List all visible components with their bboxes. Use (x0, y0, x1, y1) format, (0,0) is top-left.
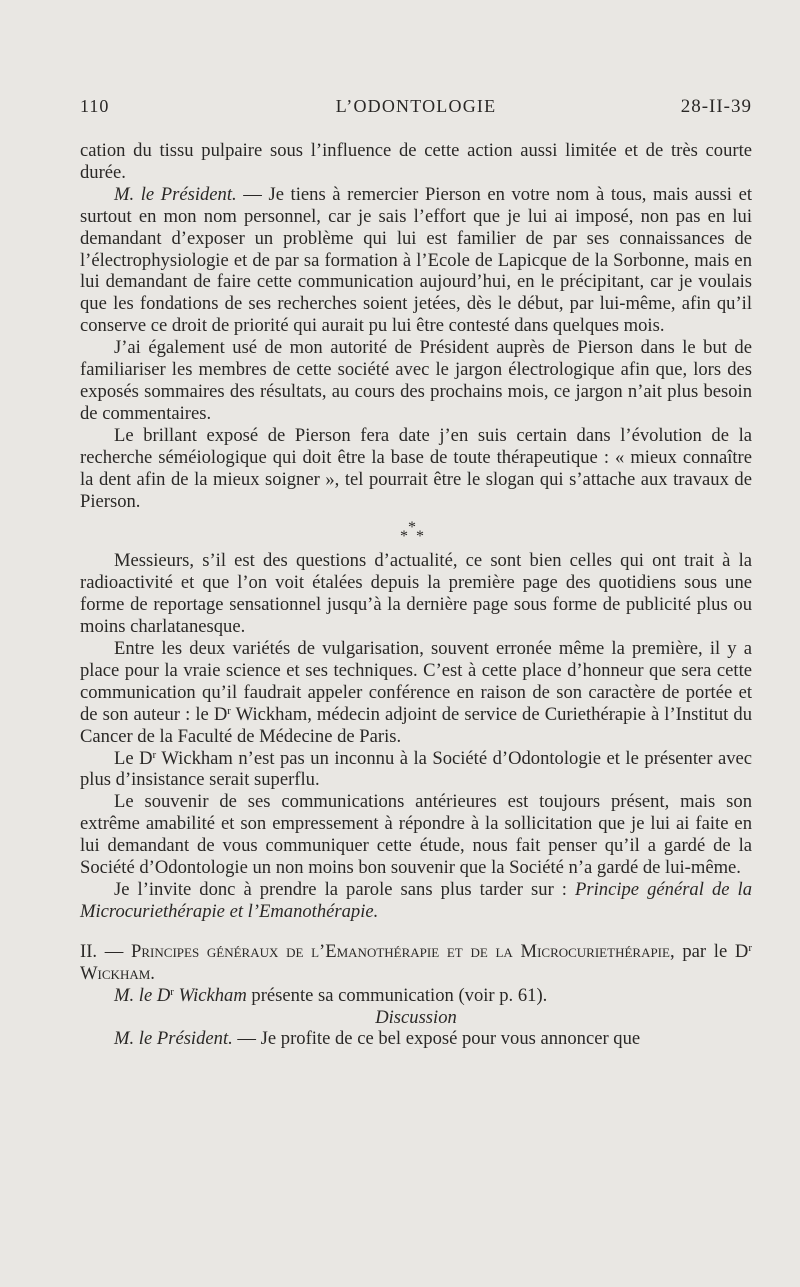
paragraph-expose: Le brillant exposé de Pierson fera date j’en suis certain dans l’évolution de la recherche séméiologique qui doit être la base de toute thérapeutique : « mieux connaître la dent afin de la mieux soigner », tel pourrait être le slogan qui s’attache aux travaux de Pierson. (80, 424, 752, 512)
paragraph-souvenir: Le souvenir de ses communications antérieures est toujours présent, mais son extrême amabilité et son empressement à répondre à la sollicitation que je lui ai faite en lui demandant de vous communiquer cette étude, nous fait penser qu’il a gardé de la Société d’Odontologie un non moins bon souvenir que la Société n’a gardé de lui-même. (80, 791, 752, 879)
section-heading: II. — Principes généraux de l’Emanothérapie et de la Microcuriethérapie, par le $D^r$ Wickham. (80, 940, 752, 984)
paragraph-radioactivity: Messieurs, s’il est des questions d’actualité, ce sont bien celles qui ont trait à la radioactivité et que l’on voit étalées depuis la première page des quotidiens sous une forme de reportage sensationnel jusqu’à la dernière page sous forme de publicité plus ou moins charlatanesque. (80, 550, 752, 638)
speaker-label: M. le Président. (114, 183, 237, 205)
paragraph-invitation: Je l’invite donc à prendre la parole sans plus tarder sur : Principe général de la Microcuriethérapie et l’Emanothérapie. (80, 879, 752, 922)
section-ii (80, 941, 752, 1051)
paragraph-authority: J’ai également usé de mon autorité de Président auprès de Pierson dans le but de familiariser les membres de cette société avec le jargon électrologique afin que, lors des exposés sommaires des résultats, au cours des prochains mois, ce jargon n’ait plus besoin de commentaires. (80, 337, 752, 424)
paragraph-president-thanks (80, 184, 752, 337)
paragraph-vulgarisation: Entre les deux variétés de vulgarisation, souvent erronée même la première, il y a place pour la vraie science et ses techniques. C’est à cette place d’honneur que sera cette communication qu’il faudrait appeler conférence en raison de son caractère de portée et de son auteur : le $D^r$ Wickham, médecin adjoint de service de Curiethérapie à l’Institut du Cancer de la Faculté de Médecine de Paris. (80, 638, 752, 747)
paragraph-wickham-intro: Le $D^r$ Wickham n’est pas un inconnu à la Société d’Odontologie et le présenter avec plus d’insistance serait superflu. (80, 747, 753, 791)
running-title: L’ODONTOLOGIE (335, 96, 497, 116)
page-body (80, 140, 752, 1050)
paragraph-continuation: cation du tissu pulpaire sous l’influence de cette action aussi limitée et de très courte durée. (80, 140, 752, 183)
page-number: 110 (80, 96, 110, 116)
discussion-heading: Discussion (375, 1006, 457, 1028)
paragraph-presentation: M. le $D^r$ Wickham présente sa communication (voir p. 61). (114, 984, 548, 1006)
paragraph-president-announce: M. le Président. — Je profite de ce bel exposé pour vous annoncer que (114, 1028, 641, 1050)
paragraph-text: — Je tiens à remercier Pierson en votre nom à tous, mais aussi et surtout en mon nom personnel, car je sais l’effort que je lui ai imposé, non pas en lui demandant d’exposer un problème qui lui est familier de par ses connaissances de l’électrophysiologie et de par sa formation à l’Ecole de Lapicque de la Sorbonne, mais en lui demandant de faire cette communication aujourd’hui, en le précipitant, car je voulais que les fondations de ses recherches soient jetées, dès le début, par lui-même, afin qu’il conserve ce droit de priorité qui aurait pu lui être contesté dans quelques mois. (80, 183, 752, 337)
separator-star-right: * (416, 528, 424, 546)
section-separator (80, 512, 752, 550)
issue-date: 28-II-39 (680, 96, 752, 117)
separator-star-top: * (408, 519, 416, 537)
separator-star-left: * (400, 528, 408, 546)
speaker-label: M. le Président. (114, 1028, 233, 1050)
talk-title: Principe général de la Microcuriethérapie et l’Emanothérapie. (80, 879, 752, 922)
